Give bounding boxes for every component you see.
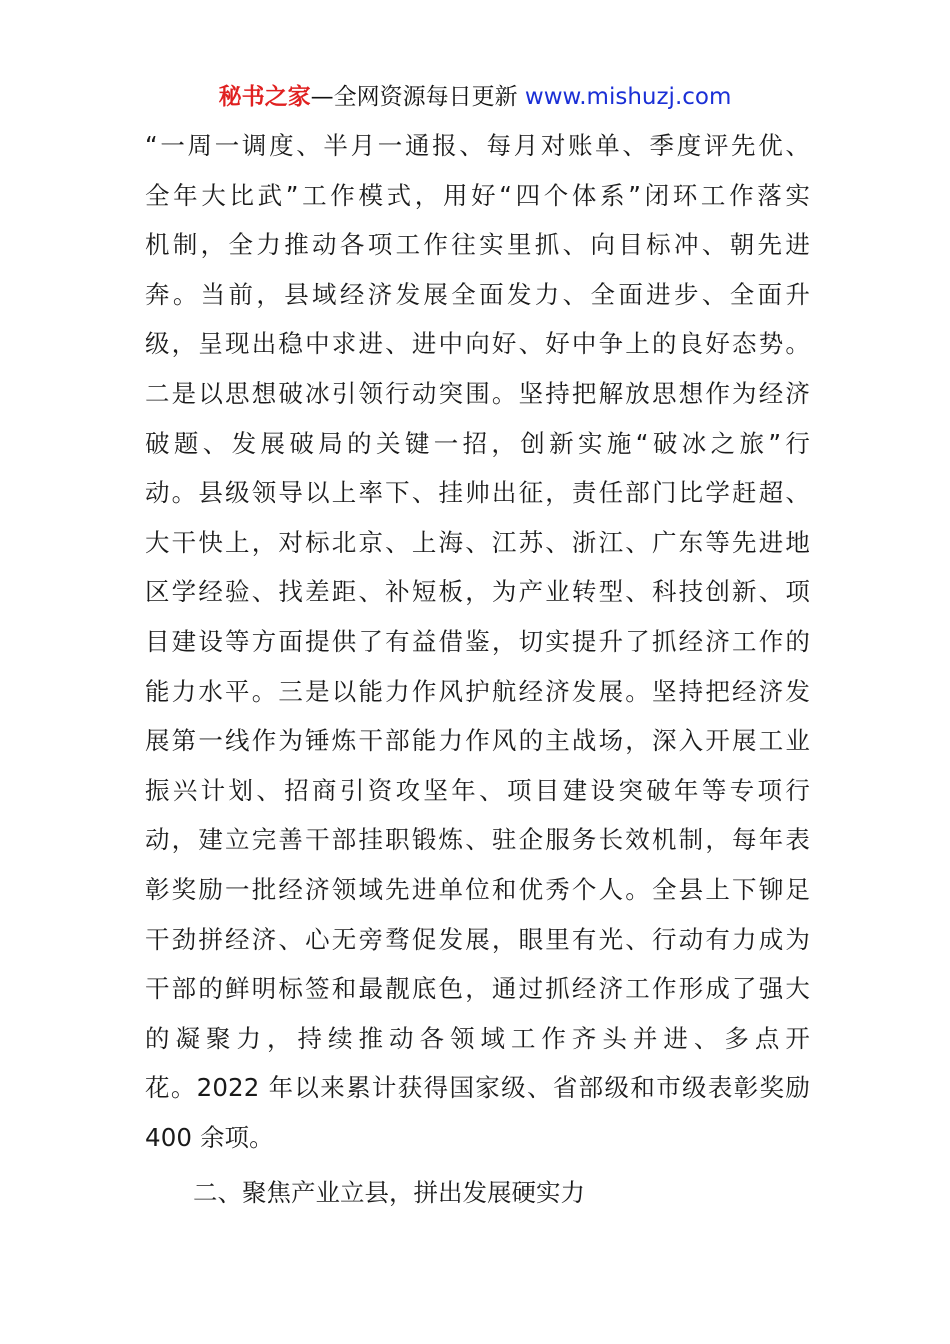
body-line: 二是以思想破冰引领行动突围。坚持把解放思想作为经济 [145, 378, 810, 408]
body-line: 区学经验、找差距、补短板，为产业转型、科技创新、项 [145, 577, 810, 607]
body-line: 破题、发展破局的关键一招，创新实施“破冰之旅”行 [145, 428, 810, 458]
body-line: 大干快上，对标北京、上海、江苏、浙江、广东等先进地 [145, 527, 810, 557]
body-line: 机制，全力推动各项工作往实里抓、向目标冲、朝先进 [145, 230, 810, 260]
body-line: 花。2022 年以来累计获得国家级、省部级和市级表彰奖励 [145, 1073, 810, 1103]
header-tagline: —全网资源每日更新 [310, 84, 525, 110]
body-line: “一周一调度、半月一通报、每月对账单、季度评先优、 [145, 131, 810, 160]
document-body [145, 121, 810, 1162]
body-line: 动。县级领导以上率下、挂帅出征，责任部门比学赶超、 [145, 478, 810, 508]
page-header [0, 80, 950, 114]
body-line: 振兴计划、招商引资攻坚年、项目建设突破年等专项行 [145, 775, 810, 805]
header-brand: 秘书之家 [218, 84, 311, 110]
body-line: 能力水平。三是以能力作风护航经济发展。坚持把经济发 [145, 676, 810, 706]
body-line: 展第一线作为锤炼干部能力作风的主战场，深入开展工业 [145, 726, 810, 756]
body-line: 干劲拼经济、心无旁骛促发展，眼里有光、行动有力成为 [145, 924, 810, 954]
body-line: 的凝聚力，持续推动各领域工作齐头并进、多点开 [145, 1023, 810, 1053]
body-line: 全年大比武”工作模式，用好“四个体系”闭环工作落实 [145, 180, 810, 210]
body-line: 动，建立完善干部挂职锻炼、驻企服务长效机制，每年表 [145, 825, 810, 855]
body-line: 干部的鲜明标签和最靓底色，通过抓经济工作形成了强大 [145, 974, 810, 1004]
section-heading: 二、聚焦产业立县，拼出发展硬实力 [193, 1178, 585, 1207]
body-line: 奔。当前，县域经济发展全面发力、全面进步、全面升 [145, 279, 810, 309]
body-line: 目建设等方面提供了有益借鉴，切实提升了抓经济工作的 [145, 626, 810, 656]
header-site-url[interactable]: www.mishuzj.com [524, 84, 732, 110]
body-line: 彰奖励一批经济领域先进单位和优秀个人。全县上下铆足 [145, 874, 810, 904]
body-line: 级，呈现出稳中求进、进中向好、好中争上的良好态势。 [145, 329, 810, 359]
body-line: 400 余项。 [145, 1122, 274, 1152]
